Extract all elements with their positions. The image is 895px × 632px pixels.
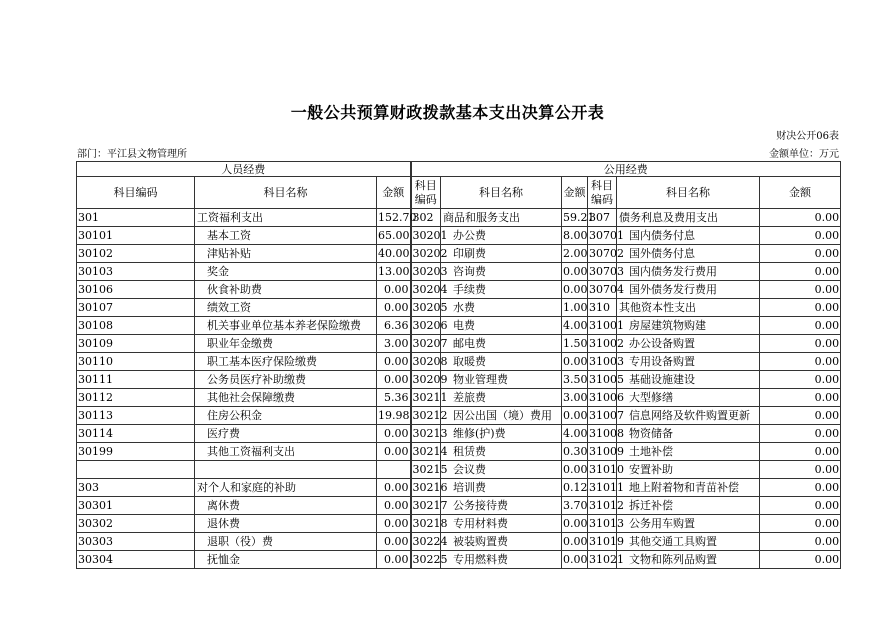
code-cell: 31011 [588, 479, 617, 497]
code-cell: 30702 [588, 245, 617, 263]
code-cell: 31013 [588, 515, 617, 533]
amount-cell: 0.00 [760, 389, 841, 407]
table-row [77, 227, 841, 245]
name-cell: 奖金 [195, 263, 377, 281]
code-cell: 30209 [411, 371, 441, 389]
name-cell: 咨询费 [441, 263, 562, 281]
name-cell: 培训费 [441, 479, 562, 497]
name-cell: 房屋建筑物购建 [617, 317, 760, 335]
code-cell: 30108 [77, 317, 195, 335]
table-row [77, 479, 841, 497]
table-row [77, 389, 841, 407]
table-row [77, 461, 841, 479]
code-cell: 30216 [411, 479, 441, 497]
col-header-amount: 金额 [562, 177, 588, 209]
code-cell: 31001 [588, 317, 617, 335]
code-cell: 30103 [77, 263, 195, 281]
amount-cell: 0.00 [377, 425, 411, 443]
name-cell: 专用材料费 [441, 515, 562, 533]
name-cell: 对个人和家庭的补助 [195, 479, 377, 497]
name-cell: 债务利息及费用支出 [617, 209, 760, 227]
table-row [77, 245, 841, 263]
group-header-public: 公用经费 [411, 162, 841, 177]
amount-cell: 0.00 [562, 551, 588, 569]
department-label: 部门：平江县文物管理所 [77, 149, 187, 160]
table-row [77, 551, 841, 569]
name-cell: 大型修缮 [617, 389, 760, 407]
table-row [77, 335, 841, 353]
amount-cell: 0.00 [760, 371, 841, 389]
amount-cell: 0.00 [377, 479, 411, 497]
name-cell [195, 461, 377, 479]
amount-cell: 3.50 [562, 371, 588, 389]
name-cell: 因公出国（境）费用 [441, 407, 562, 425]
name-cell: 水费 [441, 299, 562, 317]
amount-cell: 0.00 [377, 497, 411, 515]
amount-cell: 0.00 [562, 461, 588, 479]
table-number: 财决公开06表 [776, 131, 839, 142]
name-cell: 医疗费 [195, 425, 377, 443]
code-cell: 31019 [588, 533, 617, 551]
name-cell: 津贴补贴 [195, 245, 377, 263]
name-cell: 会议费 [441, 461, 562, 479]
amount-cell: 0.00 [377, 515, 411, 533]
amount-cell: 0.00 [760, 281, 841, 299]
name-cell: 文物和陈列品购置 [617, 551, 760, 569]
code-cell: 30199 [77, 443, 195, 461]
amount-cell: 0.00 [760, 497, 841, 515]
table-row [77, 281, 841, 299]
name-cell: 伙食补助费 [195, 281, 377, 299]
amount-cell: 0.00 [760, 335, 841, 353]
name-cell: 职工基本医疗保险缴费 [195, 353, 377, 371]
amount-cell: 1.50 [562, 335, 588, 353]
amount-cell [377, 461, 411, 479]
name-cell: 电费 [441, 317, 562, 335]
amount-cell: 65.00 [377, 227, 411, 245]
code-cell: 31009 [588, 443, 617, 461]
code-cell: 31003 [588, 353, 617, 371]
amount-cell: 3.00 [377, 335, 411, 353]
code-cell: 30701 [588, 227, 617, 245]
code-cell: 30303 [77, 533, 195, 551]
amount-cell: 0.00 [377, 533, 411, 551]
amount-cell: 0.00 [760, 209, 841, 227]
amount-cell: 0.00 [377, 281, 411, 299]
code-cell: 31021 [588, 551, 617, 569]
col-header-name: 科目名称 [195, 177, 377, 209]
group-header-personnel: 人员经费 [77, 162, 411, 177]
name-cell: 商品和服务支出 [441, 209, 562, 227]
amount-cell: 0.00 [760, 245, 841, 263]
name-cell: 公务用车购置 [617, 515, 760, 533]
name-cell: 国外债务付息 [617, 245, 760, 263]
amount-cell: 0.00 [760, 227, 841, 245]
code-cell: 31002 [588, 335, 617, 353]
name-cell: 机关事业单位基本养老保险缴费 [195, 317, 377, 335]
code-cell: 30201 [411, 227, 441, 245]
code-cell: 30102 [77, 245, 195, 263]
amount-cell: 0.00 [377, 353, 411, 371]
code-cell: 30301 [77, 497, 195, 515]
amount-cell: 0.00 [760, 461, 841, 479]
amount-cell: 0.00 [760, 317, 841, 335]
col-header-amount: 金额 [760, 177, 841, 209]
amount-cell: 0.00 [760, 425, 841, 443]
table-row [77, 263, 841, 281]
table-row [77, 443, 841, 461]
code-cell: 310 [588, 299, 617, 317]
name-cell: 绩效工资 [195, 299, 377, 317]
name-cell: 其他社会保障缴费 [195, 389, 377, 407]
table-row [77, 353, 841, 371]
name-cell: 离休费 [195, 497, 377, 515]
name-cell: 基本工资 [195, 227, 377, 245]
amount-cell: 2.00 [562, 245, 588, 263]
code-cell: 30112 [77, 389, 195, 407]
code-cell: 30703 [588, 263, 617, 281]
code-cell: 30113 [77, 407, 195, 425]
code-cell: 30225 [411, 551, 441, 569]
amount-cell: 0.12 [562, 479, 588, 497]
code-cell: 31006 [588, 389, 617, 407]
amount-cell: 0.00 [562, 533, 588, 551]
code-cell: 30206 [411, 317, 441, 335]
code-cell: 30205 [411, 299, 441, 317]
code-cell: 30218 [411, 515, 441, 533]
amount-cell: 0.00 [760, 407, 841, 425]
col-header-code: 科目编码 [77, 177, 195, 209]
code-cell: 30101 [77, 227, 195, 245]
amount-cell: 13.00 [377, 263, 411, 281]
amount-cell: 0.00 [562, 407, 588, 425]
code-cell [77, 461, 195, 479]
code-cell: 30211 [411, 389, 441, 407]
amount-cell: 6.36 [377, 317, 411, 335]
code-cell: 307 [588, 209, 617, 227]
name-cell: 信息网络及软件购置更新 [617, 407, 760, 425]
code-cell: 31005 [588, 371, 617, 389]
code-cell: 30106 [77, 281, 195, 299]
name-cell: 邮电费 [441, 335, 562, 353]
amount-cell: 0.00 [760, 515, 841, 533]
table-row [77, 407, 841, 425]
amount-cell: 0.00 [760, 263, 841, 281]
name-cell: 公务员医疗补助缴费 [195, 371, 377, 389]
name-cell: 拆迁补偿 [617, 497, 760, 515]
amount-cell: 0.00 [562, 281, 588, 299]
name-cell: 退休费 [195, 515, 377, 533]
code-cell: 30109 [77, 335, 195, 353]
amount-cell: 0.00 [377, 443, 411, 461]
name-cell: 职业年金缴费 [195, 335, 377, 353]
name-cell: 地上附着物和青苗补偿 [617, 479, 760, 497]
amount-cell: 0.00 [760, 353, 841, 371]
name-cell: 维修(护)费 [441, 425, 562, 443]
code-cell: 30212 [411, 407, 441, 425]
code-cell: 30202 [411, 245, 441, 263]
amount-cell: 0.00 [377, 371, 411, 389]
code-cell: 30215 [411, 461, 441, 479]
name-cell: 住房公积金 [195, 407, 377, 425]
name-cell: 其他资本性支出 [617, 299, 760, 317]
amount-cell: 3.70 [562, 497, 588, 515]
name-cell: 专用设备购置 [617, 353, 760, 371]
name-cell: 取暖费 [441, 353, 562, 371]
amount-cell: 0.00 [760, 299, 841, 317]
amount-cell: 3.00 [562, 389, 588, 407]
page-title: 一般公共预算财政拨款基本支出决算公开表 [290, 103, 605, 122]
code-cell: 30114 [77, 425, 195, 443]
amount-cell: 0.00 [562, 515, 588, 533]
name-cell: 租赁费 [441, 443, 562, 461]
amount-cell: 0.00 [760, 551, 841, 569]
table-row [77, 515, 841, 533]
name-cell: 差旅费 [441, 389, 562, 407]
code-cell: 30203 [411, 263, 441, 281]
code-cell: 30208 [411, 353, 441, 371]
name-cell: 印刷费 [441, 245, 562, 263]
code-cell: 30213 [411, 425, 441, 443]
code-cell: 301 [77, 209, 195, 227]
name-cell: 安置补助 [617, 461, 760, 479]
amount-cell: 0.00 [760, 479, 841, 497]
col-header-code: 科目编码 [588, 177, 617, 209]
table-row [77, 497, 841, 515]
amount-cell: 19.98 [377, 407, 411, 425]
table-row [77, 299, 841, 317]
name-cell: 专用燃料费 [441, 551, 562, 569]
table-row [77, 533, 841, 551]
amount-cell: 4.00 [562, 317, 588, 335]
code-cell: 30224 [411, 533, 441, 551]
amount-unit-label: 金额单位：万元 [769, 149, 839, 160]
code-cell: 31007 [588, 407, 617, 425]
name-cell: 办公费 [441, 227, 562, 245]
name-cell: 办公设备购置 [617, 335, 760, 353]
name-cell: 其他交通工具购置 [617, 533, 760, 551]
name-cell: 公务接待费 [441, 497, 562, 515]
table-row [77, 371, 841, 389]
name-cell: 国外债务发行费用 [617, 281, 760, 299]
amount-cell: 40.00 [377, 245, 411, 263]
code-cell: 30214 [411, 443, 441, 461]
amount-cell: 0.00 [562, 353, 588, 371]
amount-cell: 0.00 [377, 551, 411, 569]
amount-cell: 1.00 [562, 299, 588, 317]
name-cell: 物业管理费 [441, 371, 562, 389]
code-cell: 30704 [588, 281, 617, 299]
code-cell: 30204 [411, 281, 441, 299]
col-header-name: 科目名称 [617, 177, 760, 209]
col-header-amount: 金额 [377, 177, 411, 209]
name-cell: 手续费 [441, 281, 562, 299]
col-header-name: 科目名称 [441, 177, 562, 209]
code-cell: 30110 [77, 353, 195, 371]
name-cell: 抚恤金 [195, 551, 377, 569]
name-cell: 基础设施建设 [617, 371, 760, 389]
table-row [77, 317, 841, 335]
name-cell: 土地补偿 [617, 443, 760, 461]
table-row [77, 209, 841, 227]
code-cell: 30304 [77, 551, 195, 569]
amount-cell: 5.36 [377, 389, 411, 407]
name-cell: 国内债务付息 [617, 227, 760, 245]
code-cell: 30207 [411, 335, 441, 353]
amount-cell: 8.00 [562, 227, 588, 245]
code-cell: 31010 [588, 461, 617, 479]
amount-cell: 0.30 [562, 443, 588, 461]
amount-cell: 4.00 [562, 425, 588, 443]
name-cell: 国内债务发行费用 [617, 263, 760, 281]
name-cell: 其他工资福利支出 [195, 443, 377, 461]
name-cell: 工资福利支出 [195, 209, 377, 227]
name-cell: 退职（役）费 [195, 533, 377, 551]
amount-cell: 0.00 [760, 533, 841, 551]
amount-cell: 0.00 [377, 299, 411, 317]
code-cell: 303 [77, 479, 195, 497]
name-cell: 物资储备 [617, 425, 760, 443]
amount-cell: 0.00 [760, 443, 841, 461]
code-cell: 30302 [77, 515, 195, 533]
code-cell: 30217 [411, 497, 441, 515]
table-row [77, 425, 841, 443]
col-header-code: 科目编码 [411, 177, 441, 209]
amount-cell: 0.00 [562, 263, 588, 281]
name-cell: 被装购置费 [441, 533, 562, 551]
amount-cell: 152.70 [377, 209, 411, 227]
code-cell: 31008 [588, 425, 617, 443]
code-cell: 302 [411, 209, 441, 227]
expenditure-table [76, 161, 841, 569]
code-cell: 31012 [588, 497, 617, 515]
code-cell: 30107 [77, 299, 195, 317]
amount-cell: 59.21 [562, 209, 588, 227]
code-cell: 30111 [77, 371, 195, 389]
